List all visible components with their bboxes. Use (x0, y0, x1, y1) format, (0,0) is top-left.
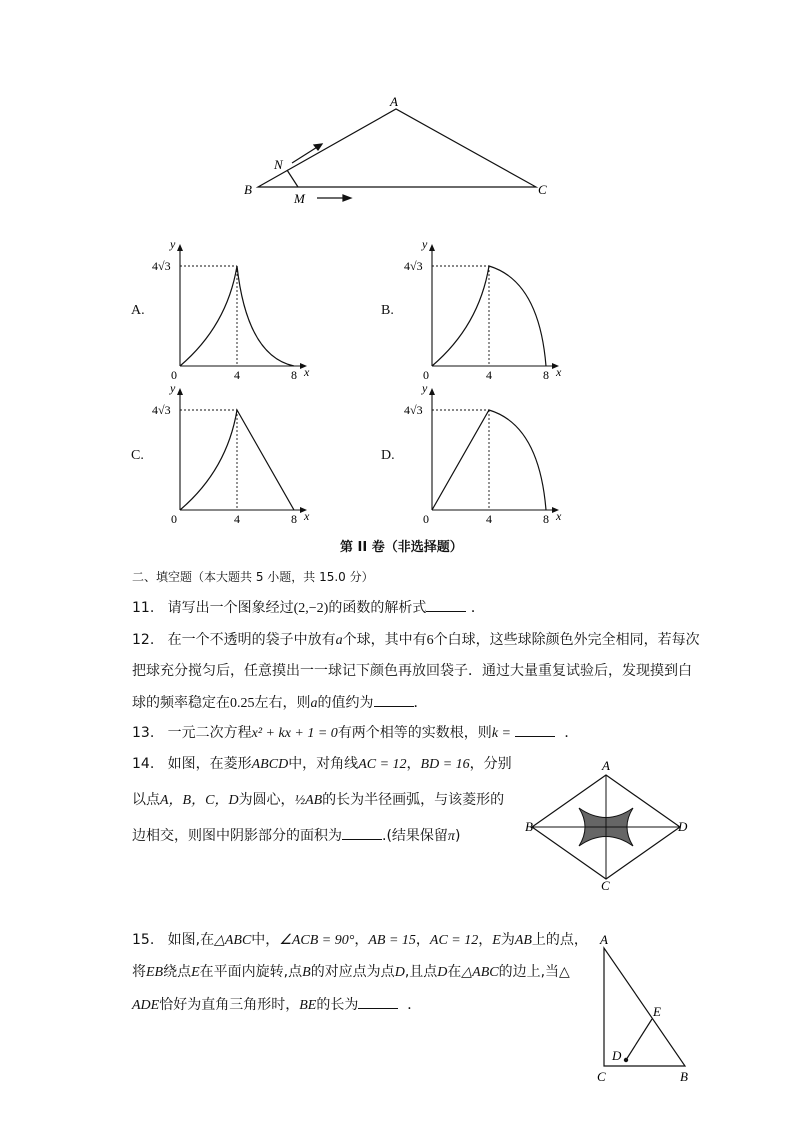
question-12-line1: 12. 在一个不透明的袋子中放有a个球，其中有6个白球，这些球除颜色外完全相同，若每次 (132, 632, 700, 648)
question-13: 13. 一元二次方程x² + kx + 1 = 0有两个相等的实数根，则k = ． (132, 722, 578, 744)
question-12-line2: 把球充分搅匀后，任意摸出一一球记下颜色再放回袋子．通过大量重复试验后，发现摸到白 (132, 663, 692, 679)
tick-8: 8 (543, 368, 549, 382)
tick-8: 8 (543, 512, 549, 526)
question-15-line2: 将EB绕点E在平面内旋转,点B的对应点为点D,且点D在△ABC的边上,当△ (132, 964, 570, 980)
y-max-label: 4√3 (152, 259, 171, 273)
y-axis-label: y (170, 237, 176, 251)
label-C: C (538, 182, 547, 197)
y-max-label: 4√3 (404, 403, 423, 417)
rhombus-label-D: D (678, 819, 688, 834)
tick-4: 4 (234, 512, 240, 526)
tri15-label-A: A (600, 932, 608, 947)
tri15-label-C: C (597, 1069, 606, 1084)
question-15-line1: 15. 如图,在△ABC中，∠ACB = 90°，AB = 15，AC = 12，E为AB上的点， (132, 932, 588, 948)
rhombus-figure (532, 775, 680, 879)
tick-0: 0 (171, 512, 177, 526)
x-axis-label: x (304, 365, 310, 379)
tick-0: 0 (171, 368, 177, 382)
label-N: N (274, 157, 283, 172)
question-12-line3: 球的频率稳定在0.25左右，则a的值约为 ． (132, 692, 428, 714)
option-A-label: A. (131, 303, 145, 318)
tri15-label-B: B (680, 1069, 688, 1084)
tick-4: 4 (486, 512, 492, 526)
y-max-label: 4√3 (404, 259, 423, 273)
tri15-label-D: D (612, 1048, 622, 1063)
tri15-label-E: E (653, 1004, 661, 1019)
tick-4: 4 (486, 368, 492, 382)
graph-D (404, 381, 562, 526)
y-axis-label: y (170, 381, 176, 395)
rhombus-label-B: B (525, 819, 533, 834)
y-axis-label: y (422, 381, 428, 395)
label-B: B (244, 182, 252, 197)
y-axis-label: y (422, 237, 428, 251)
x-axis-label: x (556, 365, 562, 379)
graph-B (404, 237, 562, 382)
graph-A (152, 237, 310, 382)
question-15-line3: ADE恰好为直角三角形时，BE的长为 ． (132, 994, 421, 1016)
x-axis-label: x (304, 509, 310, 523)
tick-8: 8 (291, 512, 297, 526)
question-14-line1: 14. 如图，在菱形ABCD中，对角线AC = 12，BD = 16，分别 (132, 756, 512, 772)
rhombus-label-A: A (602, 758, 610, 773)
option-B-label: B. (381, 303, 394, 318)
graph-C (152, 381, 310, 526)
question-11: 11. 请写出一个图象经过(2,−2)的函数的解析式 ． (132, 597, 485, 619)
option-graphs (152, 237, 562, 526)
section-title: 第 II 卷（非选择题） (340, 540, 463, 555)
top-triangle-figure (258, 109, 536, 201)
tick-8: 8 (291, 368, 297, 382)
question-14-line3: 边相交，则图中阴影部分的面积为 .(结果保留π) (132, 825, 460, 847)
section-heading: 二、填空题（本大题共 5 小题，共 15.0 分） (132, 570, 374, 584)
tick-4: 4 (234, 368, 240, 382)
label-M: M (294, 191, 305, 206)
y-max-label: 4√3 (152, 403, 171, 417)
x-axis-label: x (556, 509, 562, 523)
option-D-label: D. (381, 448, 395, 463)
rhombus-label-C: C (601, 878, 610, 893)
question-14-line2: 以点A，B，C，D为圆心，½AB的长为半径画弧，与该菱形的 (132, 792, 505, 808)
tick-0: 0 (423, 368, 429, 382)
option-C-label: C. (131, 448, 144, 463)
tick-0: 0 (423, 512, 429, 526)
label-A: A (390, 94, 398, 109)
